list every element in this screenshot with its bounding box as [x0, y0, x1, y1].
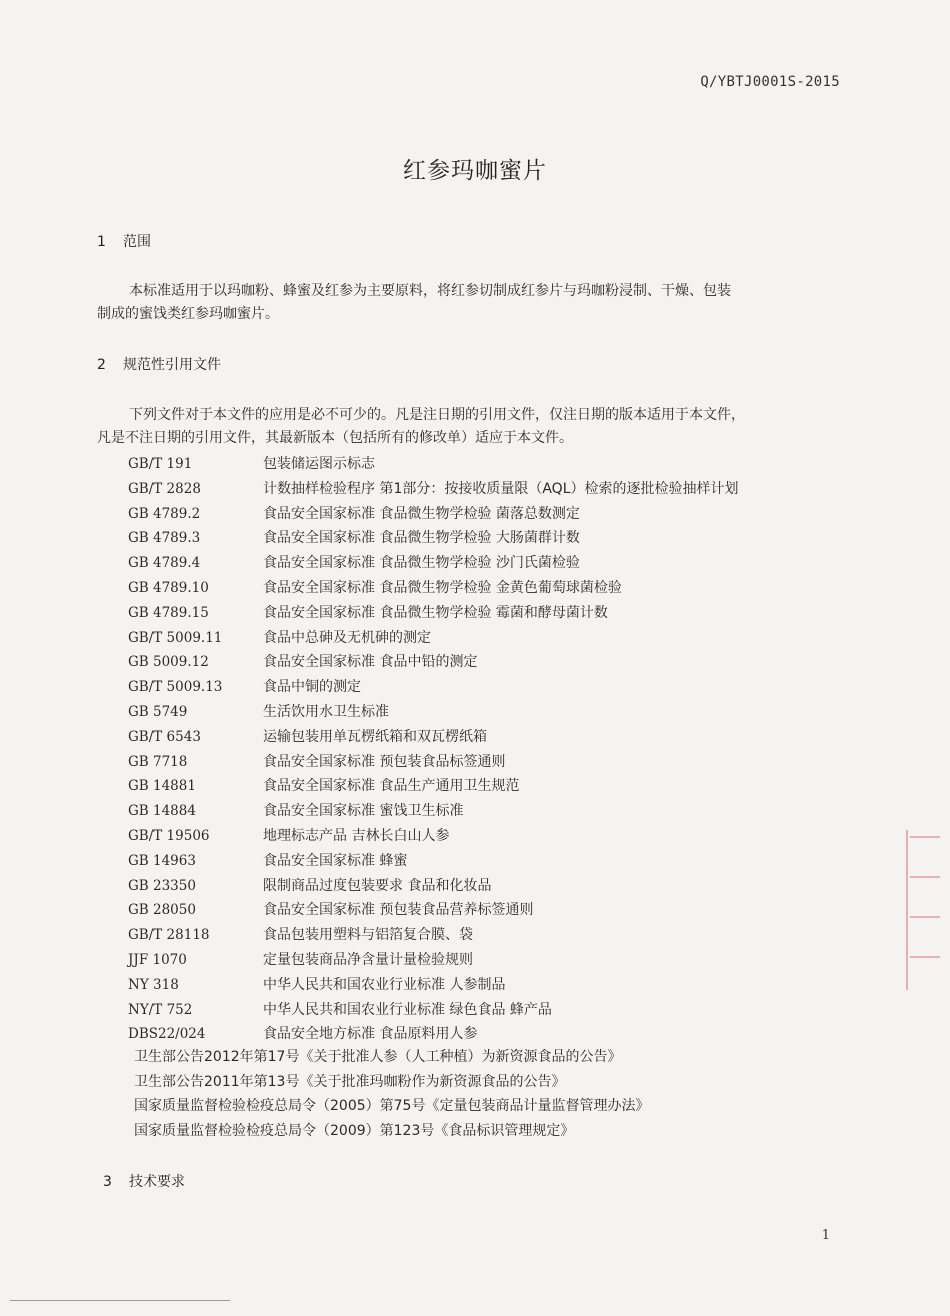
document-id: Q/YBTJ0001S-2015	[700, 74, 840, 90]
reference-title: 食品安全国家标准 食品生产通用卫生规范	[263, 778, 520, 795]
scope-line-1: 本标准适用于以玛咖粉、蜂蜜及红参为主要原料，将红参切制成红参片与玛咖粉浸制、干燥、包装	[129, 283, 731, 299]
reference-code: GB 5749	[128, 703, 188, 720]
reference-row	[128, 874, 848, 899]
reference-title: 食品中总砷及无机砷的测定	[263, 629, 431, 646]
reference-title: 食品安全国家标准 食品微生物学检验 大肠菌群计数	[263, 530, 580, 547]
references-intro-line-2: 凡是不注日期的引用文件，其最新版本（包括所有的修改单）适应于本文件。	[97, 430, 573, 446]
section-title: 规范性引用文件	[123, 357, 221, 373]
reference-row	[128, 650, 848, 675]
reference-title: 包装储运图示标志	[263, 456, 375, 472]
reference-title: 生活饮用水卫生标准	[263, 703, 389, 720]
reference-row	[128, 774, 848, 799]
page-number: 1	[821, 1228, 830, 1243]
reference-code: GB 4789.2	[128, 505, 201, 522]
reference-title: 食品安全国家标准 食品微生物学检验 霉菌和酵母菌计数	[263, 604, 608, 621]
stamp-stroke	[910, 916, 940, 918]
reference-row	[128, 626, 848, 651]
reference-code: GB 14963	[128, 852, 196, 869]
notice-row: 卫生部公告2012年第17号《关于批准人参（人工种植）为新资源食品的公告》	[134, 1049, 622, 1065]
reference-title: 食品包装用塑料与铝箔复合膜、袋	[263, 927, 473, 944]
section-heading-technical-requirements	[103, 1171, 185, 1191]
reference-title: 运输包装用单瓦楞纸箱和双瓦楞纸箱	[263, 728, 487, 745]
notices-list	[134, 1045, 649, 1143]
section-number: 3	[103, 1174, 112, 1190]
reference-row	[128, 948, 848, 973]
scope-paragraph	[97, 280, 842, 326]
reference-row	[128, 750, 848, 775]
scope-line-2: 制成的蜜饯类红参玛咖蜜片。	[97, 306, 279, 322]
reference-row	[128, 576, 848, 601]
reference-row	[128, 898, 848, 923]
reference-row	[128, 998, 848, 1023]
notice-row: 卫生部公告2011年第13号《关于批准玛咖粉作为新资源食品的公告》	[134, 1073, 566, 1090]
reference-title: 食品安全国家标准 蜜饯卫生标准	[263, 803, 464, 820]
reference-code: GB/T 28118	[128, 927, 210, 944]
reference-title: 定量包装商品净含量计量检验规则	[263, 951, 473, 968]
section-title: 技术要求	[129, 1174, 185, 1190]
stamp-stroke	[910, 836, 940, 838]
references-intro-paragraph	[97, 404, 842, 450]
reference-title: 食品安全国家标准 食品中铅的测定	[263, 654, 478, 671]
reference-code: GB/T 191	[128, 456, 193, 472]
reference-code: GB/T 6543	[128, 728, 201, 745]
reference-row	[128, 725, 848, 750]
section-number: 1	[97, 234, 106, 250]
reference-row	[128, 675, 848, 700]
reference-row	[128, 799, 848, 824]
reference-row	[128, 551, 848, 576]
section-heading-scope	[97, 231, 151, 251]
reference-code: GB 4789.10	[128, 579, 209, 596]
notice-row: 国家质量监督检验检疫总局令（2005）第75号《定量包装商品计量监督管理办法》	[134, 1098, 650, 1115]
reference-title: 食品安全国家标准 预包装食品标签通则	[263, 753, 506, 770]
reference-code: GB 23350	[128, 877, 196, 894]
reference-code: GB 28050	[128, 902, 196, 919]
reference-code: NY/T 752	[128, 1001, 193, 1018]
reference-title: 限制商品过度包装要求 食品和化妆品	[263, 877, 492, 894]
reference-title: 食品安全地方标准 食品原料用人参	[263, 1026, 478, 1043]
reference-row	[128, 973, 848, 998]
section-heading-references	[97, 354, 221, 374]
reference-code: NY 318	[128, 976, 179, 993]
reference-row	[128, 849, 848, 874]
reference-code: GB/T 19506	[128, 827, 210, 844]
reference-title: 食品安全国家标准 食品微生物学检验 金黄色葡萄球菌检验	[263, 579, 622, 596]
reference-code: JJF 1070	[128, 951, 187, 968]
reference-code: DBS22/024	[128, 1026, 206, 1043]
references-list	[128, 452, 848, 1047]
reference-row	[128, 923, 848, 948]
reference-title: 计数抽样检验程序 第1部分：按接收质量限（AQL）检索的逐批检验抽样计划	[263, 480, 739, 497]
reference-title: 食品安全国家标准 食品微生物学检验 沙门氏菌检验	[263, 555, 580, 572]
stamp-stroke	[910, 876, 940, 878]
reference-code: GB 4789.4	[128, 555, 201, 572]
scan-edge-line	[10, 1300, 230, 1301]
reference-title: 中华人民共和国农业行业标准 人参制品	[263, 976, 506, 993]
reference-title: 地理标志产品 吉林长白山人参	[263, 827, 450, 844]
reference-row	[128, 601, 848, 626]
reference-row	[128, 824, 848, 849]
stamp-stroke	[910, 956, 940, 958]
stamp-fragment	[906, 830, 942, 990]
notice-row: 国家质量监督检验检疫总局令（2009）第123号《食品标识管理规定》	[134, 1122, 575, 1139]
reference-code: GB 7718	[128, 753, 188, 770]
reference-row	[128, 477, 848, 502]
references-intro-line-1: 下列文件对于本文件的应用是必不可少的。凡是注日期的引用文件，仅注日期的版本适用于本文件，	[129, 407, 745, 423]
reference-row	[128, 526, 848, 551]
reference-code: GB 14881	[128, 778, 196, 795]
reference-code: GB 4789.15	[128, 604, 209, 621]
reference-title: 中华人民共和国农业行业标准 绿色食品 蜂产品	[263, 1001, 552, 1018]
reference-title: 食品安全国家标准 食品微生物学检验 菌落总数测定	[263, 505, 580, 522]
reference-title: 食品安全国家标准 预包装食品营养标签通则	[263, 902, 534, 919]
section-number: 2	[97, 357, 106, 373]
reference-code: GB/T 2828	[128, 480, 201, 497]
reference-code: GB/T 5009.11	[128, 629, 223, 646]
reference-code: GB 5009.12	[128, 654, 209, 671]
document-title: 红参玛咖蜜片	[403, 158, 547, 184]
reference-row	[128, 1022, 848, 1047]
reference-title: 食品中铜的测定	[263, 679, 361, 696]
reference-row	[128, 502, 848, 527]
reference-row	[128, 452, 848, 477]
reference-code: GB 4789.3	[128, 530, 201, 547]
reference-title: 食品安全国家标准 蜂蜜	[263, 852, 408, 869]
reference-code: GB 14884	[128, 803, 196, 820]
reference-code: GB/T 5009.13	[128, 679, 223, 696]
section-title: 范围	[123, 234, 151, 250]
reference-row	[128, 700, 848, 725]
